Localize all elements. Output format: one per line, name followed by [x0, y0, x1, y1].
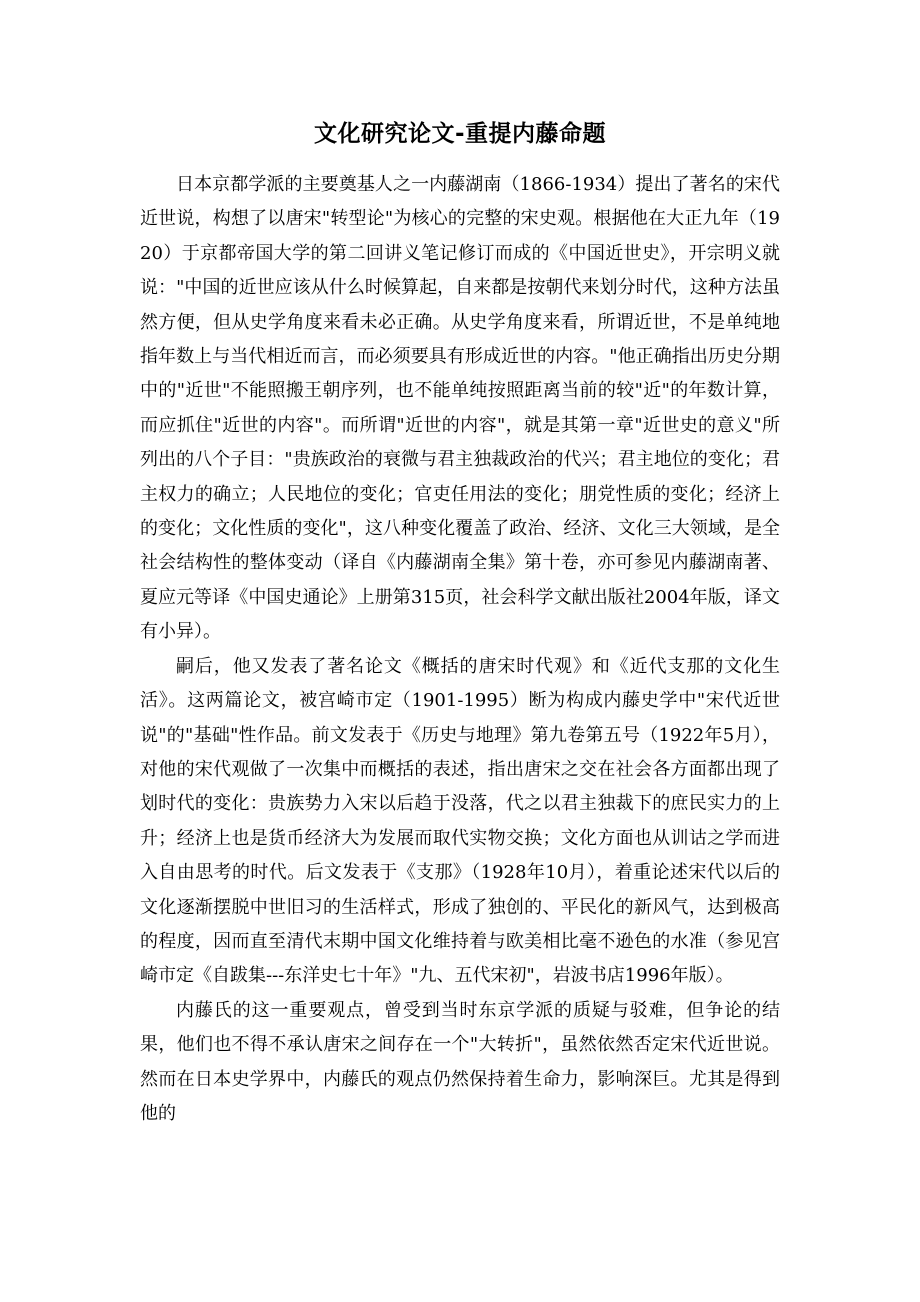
paragraph: 日本京都学派的主要奠基人之一内藤湖南（1866-1934）提出了著名的宋代近世说，构想了以唐宋"转型论"为核心的完整的宋史观。根据他在大正九年（1920）于京都帝国大学的第二回讲义笔记修订而成的《中国近世史》，开宗明义就说："中国的近世应该从什么时候算起，自来都是按朝代来划分时代，这种方法虽然方便，但从史学角度来看未必正确。从史学角度来看，所谓近世，不是单纯地指年数上与当代相近而言，而必须要具有形成近世的内容。"他正确指出历史分期中的"近世"不能照搬王朝序列，也不能单纯按照距离当前的较"近"的年数计算，而应抓住"近世的内容"。而所谓"近世的内容"，就是其第一章"近世史的意义"所列出的八个子目："贵族政治的衰微与君主独裁政治的代兴；君主地位的变化；君主权力的确立；人民地位的变化；官吏任用法的变化；朋党性质的变化；经济上的变化；文化性质的变化"，这八种变化覆盖了政治、经济、文化三大领域，是全社会结构性的整体变动（译自《内藤湖南全集》第十卷，亦可参见内藤湖南著、夏应元等译《中国史通论》上册第315页，社会科学文献出版社2004年版，译文有小异）。: [140, 174, 780, 643]
document-body: [140, 168, 780, 1131]
paragraph: 嗣后，他又发表了著名论文《概括的唐宋时代观》和《近代支那的文化生活》。这两篇论文，被宫崎市定（1901-1995）断为构成内藤史学中"宋代近世说"的"基础"性作品。前文发表于《历史与地理》第九卷第五号（1922年5月），对他的宋代观做了一次集中而概括的表述，指出唐宋之交在社会各方面都出现了划时代的变化：贵族势力入宋以后趋于没落，代之以君主独裁下的庶民实力的上升；经济上也是货币经济大为发展而取代实物交换；文化方面也从训诂之学而进入自由思考的时代。后文发表于《支那》（1928年10月），着重论述宋代以后的文化逐渐摆脱中世旧习的生活样式，形成了独创的、平民化的新风气，达到极高的程度，因而直至清代末期中国文化维持着与欧美相比毫不逊色的水准（参见宫崎市定《自跋集---东洋史七十年》"九、五代宋初"，岩波书店1996年版）。: [140, 655, 780, 987]
paragraph: 内藤氏的这一重要观点，曾受到当时东京学派的质疑与驳难，但争论的结果，他们也不得不承认唐宋之间存在一个"大转折"，虽然依然否定宋代近世说。然而在日本史学界中，内藤氏的观点仍然保持着生命力，影响深巨。尤其是得到他的: [140, 999, 780, 1124]
document-title: 文化研究论文-重提内藤命题: [313, 121, 607, 147]
